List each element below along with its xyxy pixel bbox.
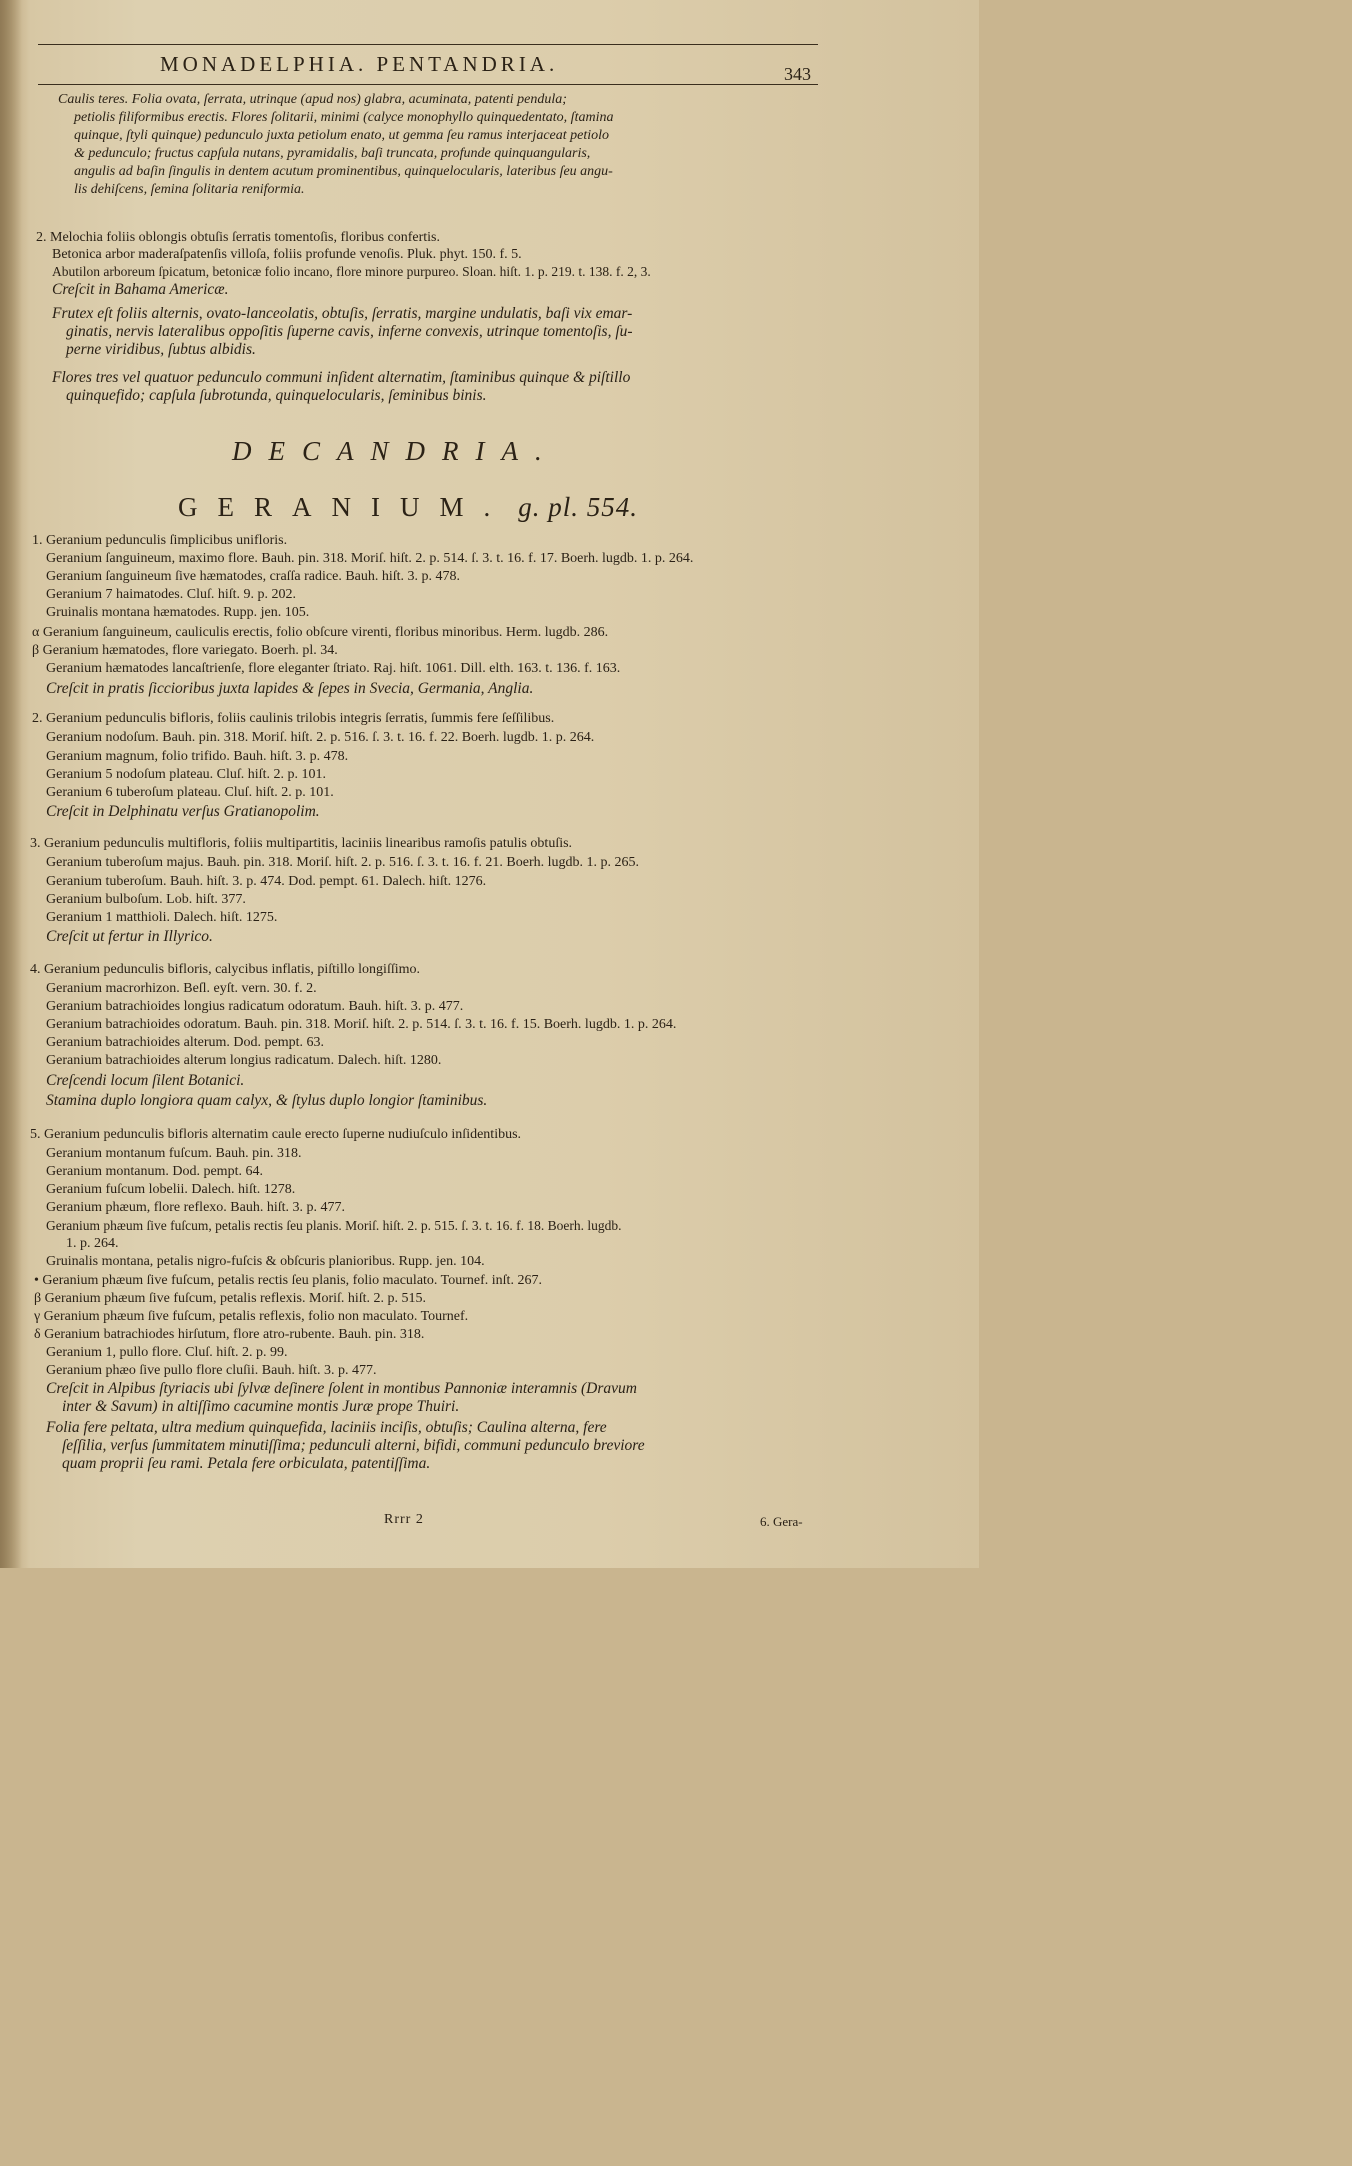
synonym-line: Geranium batrachioides alterum longius radicatum. Dalech. hiſt. 1280. <box>46 1053 442 1068</box>
synonym-line: Geranium montanum. Dod. pempt. 64. <box>46 1164 263 1179</box>
synonym-line: Betonica arbor maderaſpatenſis villoſa, foliis profunde venoſis. Pluk. phyt. 150. f. 5. <box>52 247 522 262</box>
description-line: quam proprii ſeu rami. Petala fere orbiculata, patentiſſima. <box>62 1455 431 1472</box>
habitat-line: inter & Savum) in altiſſimo cacumine montis Juræ prope Thuiri. <box>62 1398 460 1415</box>
variety-line: β Geranium phæum ſive fuſcum, petalis reflexis. Moriſ. hiſt. 2. p. 515. <box>34 1291 427 1306</box>
habitat-line: Creſcit in Delphinatu verſus Gratianopolim. <box>46 803 320 820</box>
spine-shadow <box>0 0 22 1568</box>
synonym-line: Geranium fuſcum lobelii. Dalech. hiſt. 1278. <box>46 1182 296 1197</box>
synonym-line: Abutilon arboreum ſpicatum, betonicæ folio incano, flore minore purpureo. Sloan. hiſt. 1. p. 219. t. 138. f. 2, 3. <box>52 264 651 279</box>
variety-line: β Geranium hæmatodes, flore variegato. Boerh. pl. 34. <box>32 643 338 658</box>
description-line: ſeſſilia, verſus ſummitatem minutiſſima; pedunculi alterni, bifidi, communi pedunculo breviore <box>62 1437 645 1454</box>
synonym-line: Geranium 1 matthioli. Dalech. hiſt. 1275. <box>46 910 278 925</box>
synonym-line: Geranium tuberoſum. Bauh. hiſt. 3. p. 474. Dod. pempt. 61. Dalech. hiſt. 1276. <box>46 874 487 889</box>
description-line: ginatis, nervis lateralibus oppoſitis ſuperne cavis, inferne convexis, utrinque tomentoſis, ſu- <box>66 323 633 340</box>
genus-reference: g. pl. 554. <box>518 492 639 522</box>
habitat-line: Creſcit ut fertur in Illyrico. <box>46 928 213 945</box>
synonym-line: Geranium batrachioides odoratum. Bauh. pin. 318. Moriſ. hiſt. 2. p. 514. ſ. 3. t. 16. f. 15. Boerh. lugdb. 1. p. 264. <box>46 1017 677 1032</box>
synonym-line: Geranium bulboſum. Lob. hiſt. 377. <box>46 892 246 907</box>
variety-line: α Geranium ſanguineum, cauliculis erectis, folio obſcure virenti, floribus minoribus. Herm. lugdb. 286. <box>32 625 609 640</box>
synonym-line: Geranium montanum fuſcum. Bauh. pin. 318. <box>46 1146 302 1161</box>
description-line: Frutex eſt foliis alternis, ovato-lanceolatis, obtuſis, ſerratis, margine undulatis, baſi vix emar- <box>52 305 633 322</box>
synonym-line: Gruinalis montana hæmatodes. Rupp. jen. 105. <box>46 605 310 620</box>
description-line: quinquefido; capſula ſubrotunda, quinquelocularis, ſeminibus binis. <box>66 387 487 404</box>
text-line: angulis ad baſin ſingulis in dentem acutum prominentibus, quinquelocularis, lateribus ſeu angu- <box>74 164 613 179</box>
synonym-line: Geranium macrorhizon. Beſl. eyſt. vern. 30. f. 2. <box>46 981 317 996</box>
section-title: DECANDRIA. <box>232 436 559 466</box>
running-head: MONADELPHIA. PENTANDRIA. <box>160 52 559 76</box>
synonym-line: Gruinalis montana, petalis nigro-fuſcis & obſcuris planioribus. Rupp. jen. 104. <box>46 1254 485 1269</box>
habitat-line: Creſcit in pratis ſiccioribus juxta lapides & ſepes in Svecia, Germania, Anglia. <box>46 680 534 697</box>
synonym-line: Geranium ſanguineum, maximo flore. Bauh. pin. 318. Moriſ. hiſt. 2. p. 514. ſ. 3. t. 16. f. 17. Boerh. lugdb. 1. p. 264. <box>46 551 694 566</box>
genus-name: GERANIUM. <box>178 492 511 522</box>
description-line: Flores tres vel quatuor pedunculo communi inſident alternatim, ſtaminibus quinque & piſtillo <box>52 369 631 386</box>
species-heading: 4. Geranium pedunculis bifloris, calycibus inflatis, piſtillo longiſſimo. <box>30 962 421 977</box>
synonym-line: Geranium hæmatodes lancaſtrienſe, flore eleganter ſtriato. Raj. hiſt. 1061. Dill. elth. 163. t. 136. f. 163. <box>46 661 621 676</box>
text-line: & pedunculo; fructus capſula nutans, pyramidalis, baſi truncata, profunde quinquangularis, <box>74 146 591 161</box>
synonym-line: Geranium magnum, folio trifido. Bauh. hiſt. 3. p. 478. <box>46 749 349 764</box>
signature-mark: Rrrr 2 <box>384 1512 424 1527</box>
habitat-line: Creſcit in Alpibus ſtyriacis ubi ſylvæ deſinere ſolent in montibus Pannoniæ interamnis (Dravum <box>46 1380 637 1397</box>
species-heading: 1. Geranium pedunculis ſimplicibus unifloris. <box>32 533 288 548</box>
synonym-line: Geranium batrachioides longius radicatum odoratum. Bauh. hiſt. 3. p. 477. <box>46 999 464 1014</box>
synonym-line: Geranium phæum ſive fuſcum, petalis rectis ſeu planis. Moriſ. hiſt. 2. p. 515. ſ. 3. t. 16. f. 18. Boerh. lugdb. <box>46 1218 622 1233</box>
catchword: 6. Gera- <box>760 1514 803 1529</box>
species-heading: 3. Geranium pedunculis multifloris, foliis multipartitis, laciniis linearibus ramoſis patulis obtuſis. <box>30 836 573 851</box>
page-number: 343 <box>784 64 811 84</box>
synonym-line: Geranium 7 haimatodes. Cluſ. hiſt. 9. p. 202. <box>46 587 297 602</box>
text-line: lis dehiſcens, ſemina ſolitaria reniformia. <box>74 182 305 197</box>
variety-line: • Geranium phæum ſive fuſcum, petalis rectis ſeu planis, folio maculato. Tournef. inſt. 267. <box>34 1273 542 1288</box>
description-line: perne viridibus, ſubtus albidis. <box>66 341 256 358</box>
header-rule-top <box>38 44 818 45</box>
synonym-line: Geranium tuberoſum majus. Bauh. pin. 318. Moriſ. hiſt. 2. p. 516. ſ. 3. t. 16. f. 21. Boerh. lugdb. 1. p. 265. <box>46 855 640 870</box>
text-line: quinque, ſtyli quinque) pedunculo juxta petiolum enato, ut gemma ſeu ramus interjaceat petiolo <box>74 128 610 143</box>
synonym-line: Geranium ſanguineum ſive hæmatodes, craſſa radice. Bauh. hiſt. 3. p. 478. <box>46 569 461 584</box>
description-line: Stamina duplo longiora quam calyx, & ſtylus duplo longior ſtaminibus. <box>46 1092 488 1109</box>
species-heading: 5. Geranium pedunculis bifloris alternatim caule erecto ſuperne nudiuſculo inſidentibus. <box>30 1127 522 1142</box>
text-line: petiolis filiformibus erectis. Flores ſolitarii, minimi (calyce monophyllo quinquedentato, ſtamina <box>74 110 614 125</box>
habitat-line: Creſcendi locum ſilent Botanici. <box>46 1072 245 1089</box>
synonym-line: Geranium 5 nodoſum plateau. Cluſ. hiſt. 2. p. 101. <box>46 767 326 782</box>
synonym-line: Geranium phæum, flore reflexo. Bauh. hiſt. 3. p. 477. <box>46 1200 345 1215</box>
header-rule-bottom <box>38 84 818 85</box>
variety-line: γ Geranium phæum ſive fuſcum, petalis reflexis, folio non maculato. Tournef. <box>34 1309 469 1324</box>
synonym-line: Geranium 6 tuberoſum plateau. Cluſ. hiſt. 2. p. 101. <box>46 785 334 800</box>
variety-line: δ Geranium batrachiodes hirſutum, flore atro-rubente. Bauh. pin. 318. <box>34 1327 425 1342</box>
description-line: Folia fere peltata, ultra medium quinquefida, laciniis inciſis, obtuſis; Caulina alterna, fere <box>46 1419 607 1436</box>
genus-title <box>178 492 638 523</box>
synonym-line: Geranium batrachioides alterum. Dod. pempt. 63. <box>46 1035 324 1050</box>
species-heading: 2. Geranium pedunculis bifloris, foliis caulinis trilobis integris ſerratis, ſummis fere ſeſſilibus. <box>32 711 555 726</box>
species-heading: 2. Melochia foliis oblongis obtuſis ſerratis tomentoſis, floribus confertis. <box>36 230 441 245</box>
habitat-line: Creſcit in Bahama Americæ. <box>52 281 229 298</box>
synonym-line: Geranium phæo ſive pullo flore cluſii. Bauh. hiſt. 3. p. 477. <box>46 1363 377 1378</box>
synonym-line: Geranium 1, pullo flore. Cluſ. hiſt. 2. p. 99. <box>46 1345 288 1360</box>
text-line: Caulis teres. Folia ovata, ſerrata, utrinque (apud nos) glabra, acuminata, patenti pendula; <box>58 92 567 107</box>
synonym-line: 1. p. 264. <box>66 1236 119 1251</box>
synonym-line: Geranium nodoſum. Bauh. pin. 318. Moriſ. hiſt. 2. p. 516. ſ. 3. t. 16. f. 22. Boerh. lugdb. 1. p. 264. <box>46 730 595 745</box>
